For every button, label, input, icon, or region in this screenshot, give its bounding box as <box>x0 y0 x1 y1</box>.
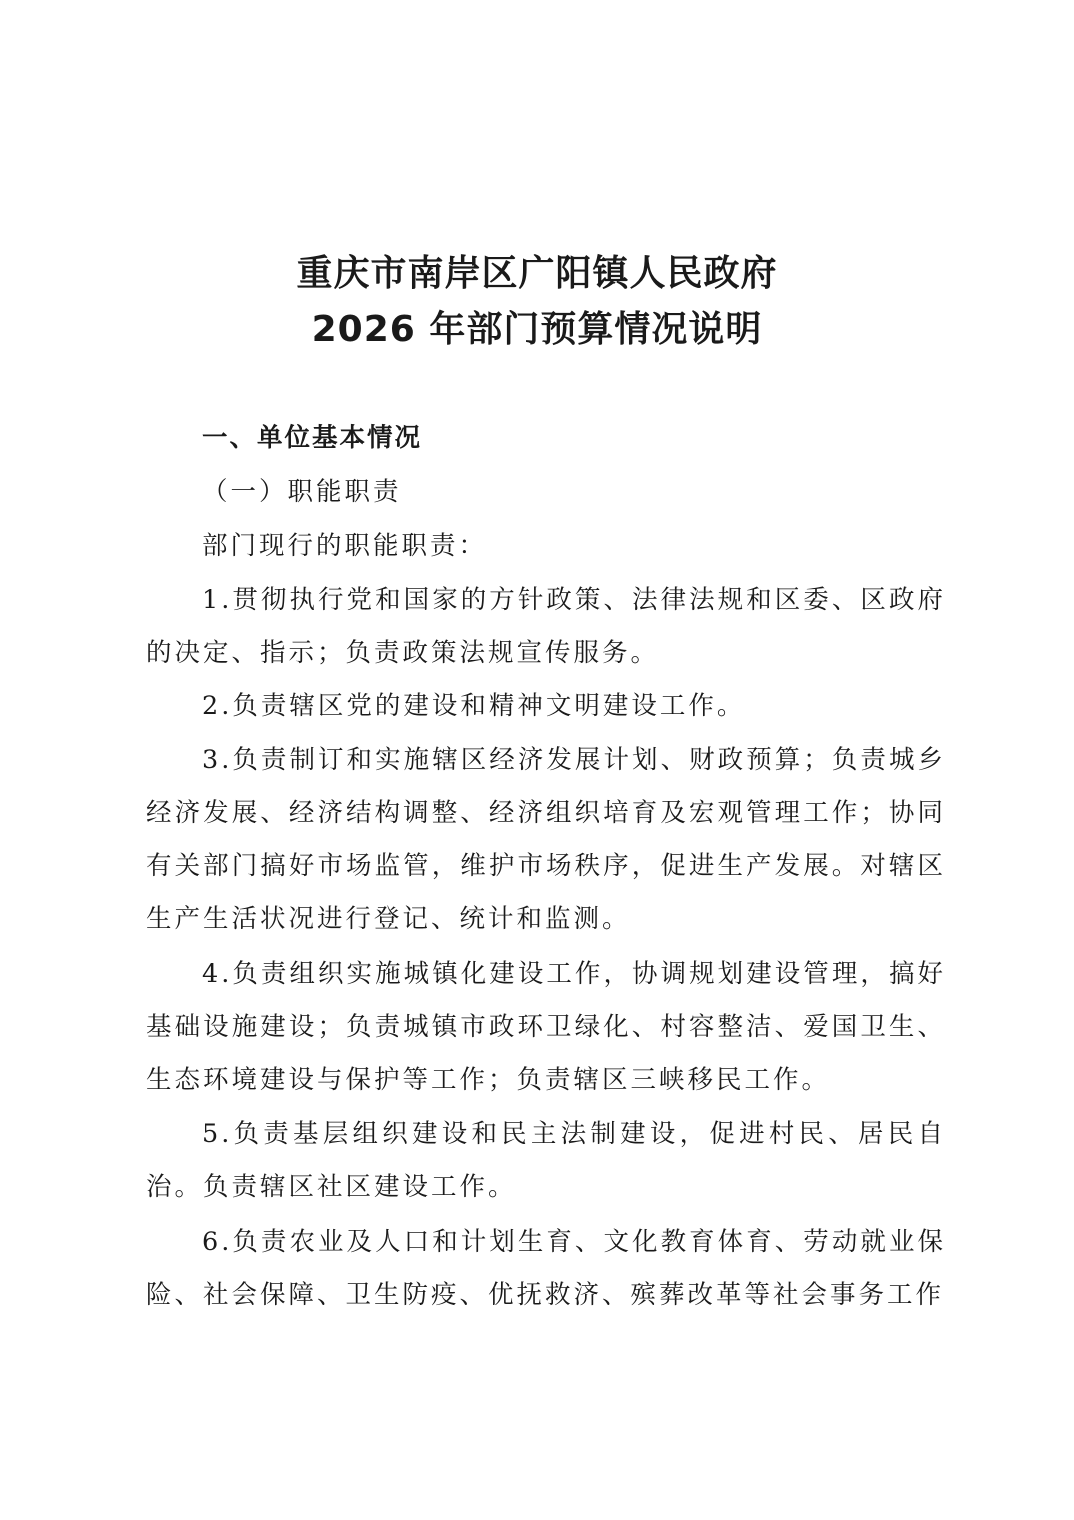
duty-paragraph-1: 1.贯彻执行党和国家的方针政策、法律法规和区委、区政府的决定、指示；负责政策法规宣传服务。 <box>146 585 946 668</box>
document-title-line-1: 重庆市南岸区广阳镇人民政府 <box>296 253 778 294</box>
document-title-line-2: 2026 年部门预算情况说明 <box>311 309 763 350</box>
section-heading: 一、单位基本情况 <box>202 423 423 453</box>
intro-paragraph: 部门现行的职能职责： <box>202 531 488 561</box>
duty-paragraph-3: 3.负责制订和实施辖区经济发展计划、财政预算；负责城乡经济发展、经济结构调整、经济组织培育及宏观管理工作；协同有关部门搞好市场监管，维护市场秩序，促进生产发展。对辖区生产生活状况进行登记、统计和监测。 <box>146 745 946 934</box>
duty-paragraph-6: 6.负责农业及人口和计划生育、文化教育体育、劳动就业保险、社会保障、卫生防疫、优抚救济、殡葬改革等社会事务工作 <box>146 1227 946 1310</box>
duty-paragraph-4: 4.负责组织实施城镇化建设工作，协调规划建设管理，搞好基础设施建设；负责城镇市政环卫绿化、村容整洁、爱国卫生、生态环境建设与保护等工作；负责辖区三峡移民工作。 <box>146 959 946 1095</box>
duty-paragraph-5: 5.负责基层组织建设和民主法制建设，促进村民、居民自治。负责辖区社区建设工作。 <box>146 1119 946 1202</box>
subsection-heading: （一）职能职责 <box>202 477 402 507</box>
duty-paragraph-2: 2.负责辖区党的建设和精神文明建设工作。 <box>202 691 746 721</box>
